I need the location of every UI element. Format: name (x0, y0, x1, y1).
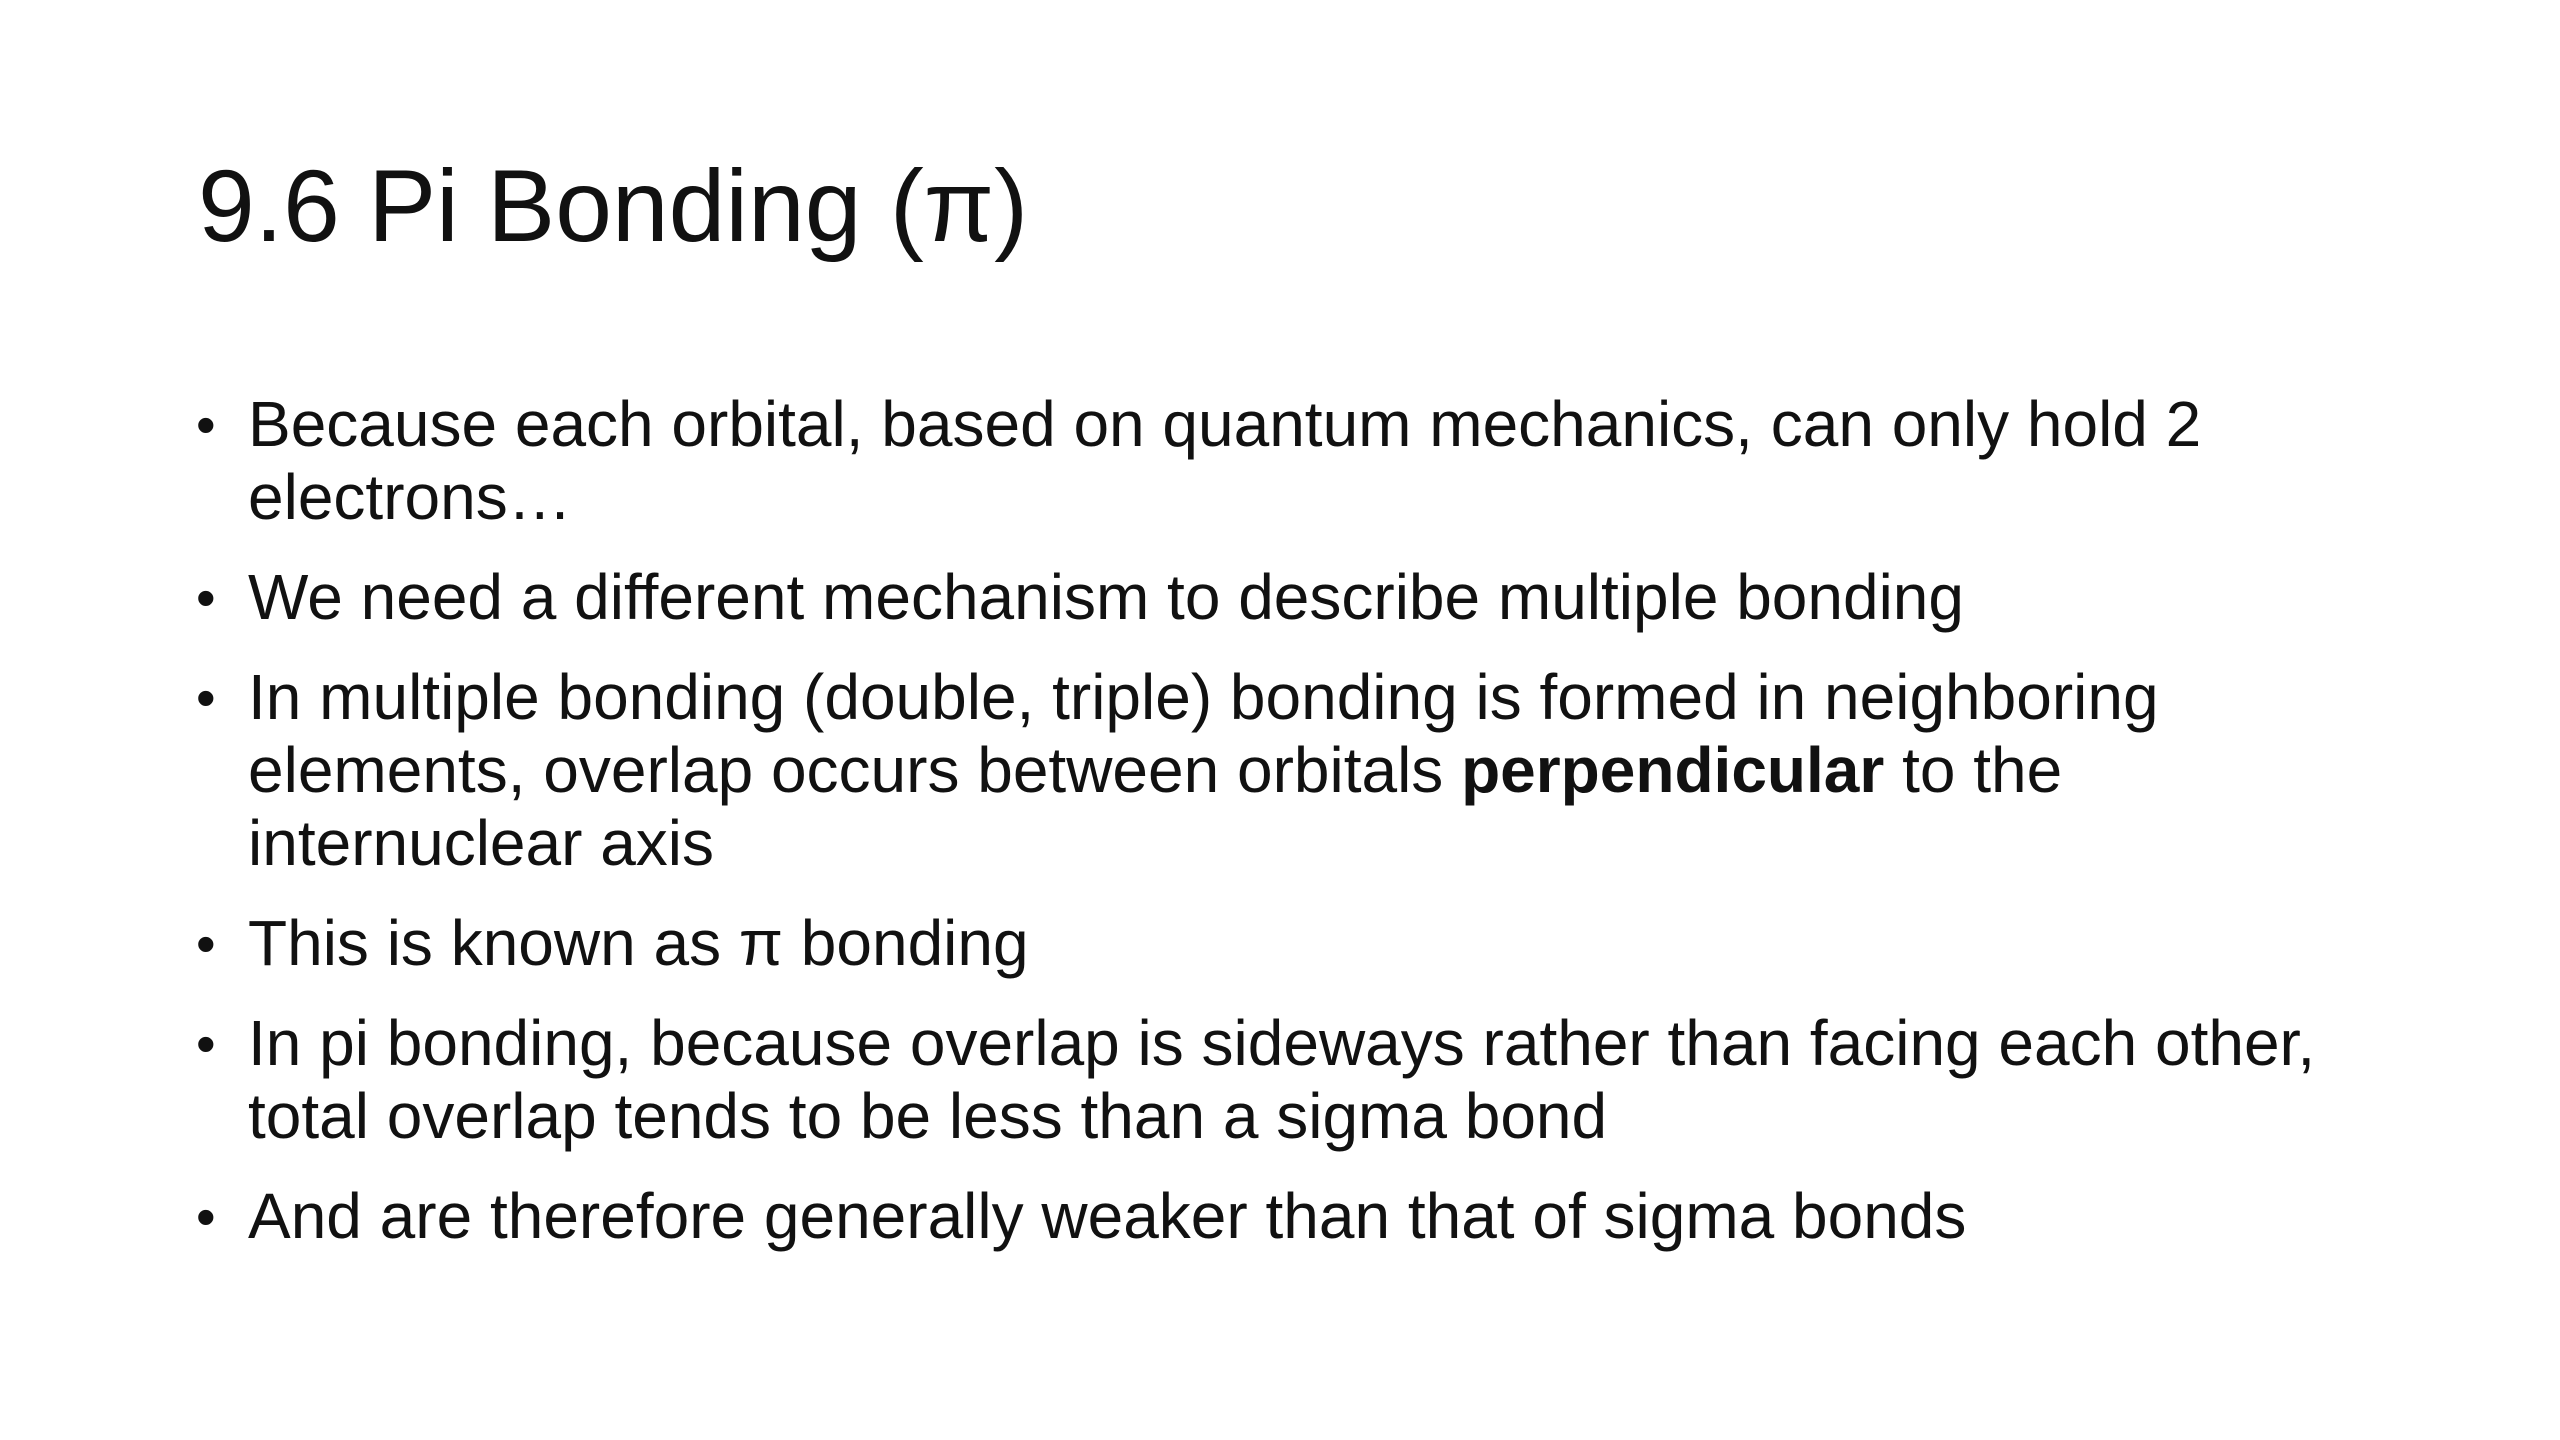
bullet-text: This is known as π bonding (248, 907, 1029, 979)
bullet-text-before: In multiple bonding (double, triple) bonding is formed in neighboring elements, overlap occurs between orbitals (248, 661, 2159, 806)
bullet-dot-icon: • (196, 666, 216, 729)
bullet-emphasis: perpendicular (1461, 734, 1885, 806)
bullet-text (248, 661, 2159, 879)
bullet-item-3 (196, 661, 2316, 880)
bullet-dot-icon: • (196, 1012, 216, 1075)
bullet-dot-icon: • (196, 393, 216, 456)
bullet-text: We need a different mechanism to describe multiple bonding (248, 561, 1964, 633)
bullet-text: Because each orbital, based on quantum mechanics, can only hold 2 electrons… (248, 388, 2202, 533)
bullet-item-6 (196, 1180, 2316, 1253)
slide-title: 9.6 Pi Bonding (π) (198, 149, 1029, 263)
bullet-text-after: to the internuclear axis (248, 734, 2063, 879)
bullet-text: And are therefore generally weaker than that of sigma bonds (248, 1180, 1967, 1252)
bullet-dot-icon: • (196, 912, 216, 975)
bullet-item-2 (196, 561, 2316, 634)
bullet-item-1 (196, 388, 2316, 534)
bullet-list (196, 388, 2316, 1280)
bullet-text: In pi bonding, because overlap is sideways rather than facing each other, total overlap tends to be less than a sigma bond (248, 1007, 2316, 1152)
bullet-item-4 (196, 907, 2316, 980)
bullet-item-5 (196, 1007, 2316, 1153)
bullet-dot-icon: • (196, 566, 216, 629)
bullet-dot-icon: • (196, 1185, 216, 1248)
